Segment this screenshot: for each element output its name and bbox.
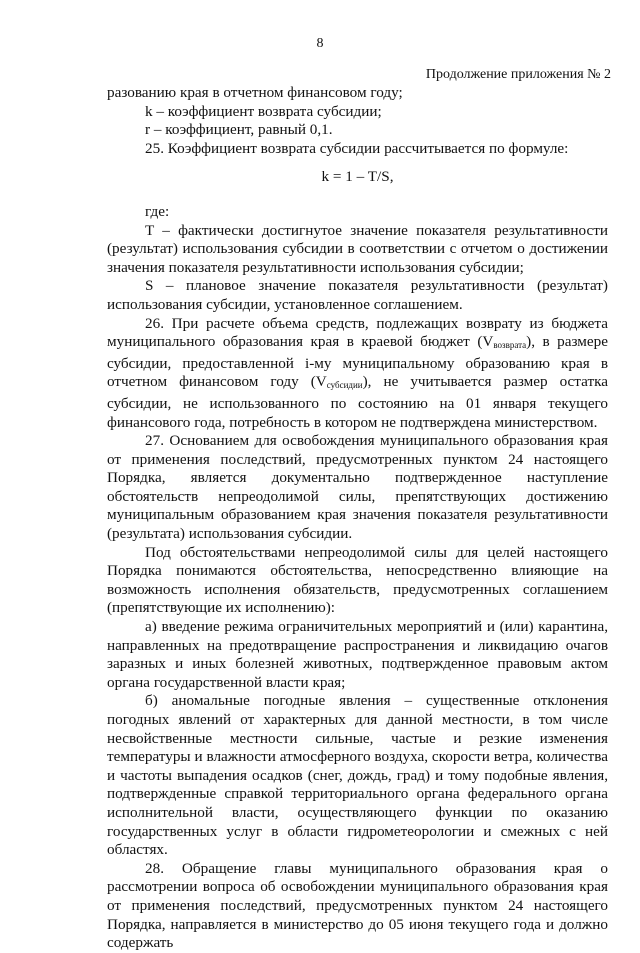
text-fragment: 26. При расчете объема средств, подлежащих возврату из бюджета муниципального образования края в краевой бюджет (V (107, 314, 608, 351)
paragraph: а) введение режима ограничительных мероприятий и (или) карантина, направленных на предотвращение распространения и ликвидацию очагов заразных и иных болезней животных, подтвержденное правовым актом органа государственной власти края; (107, 618, 608, 691)
paragraph: Под обстоятельствами непреодолимой силы для целей настоящего Порядка понимаются обстоятельства, непосредственно влияющие на возможность исполнения обязательств, предусмотренных соглашением (препятствующие их исполнению): (107, 543, 608, 617)
text-fragment: ), в размере субсидии, предоставленной i-му муниципальному образованию края в отчетном финансовом году (V (107, 333, 608, 391)
paragraph: б) аномальные погодные явления – существенные отклонения погодных явлений от характерных для данной местности, в том числе несвойственные местности сильные, частые и резкие изменения температуры и влажности атмосферного воздуха, скорости ветра, количества и частоты выпадения осадков (снег, дождь, град) и тому подобные явления, подтвержденные справкой территориального органа федерального органа исполнительной власти, осуществляющего функции по оказанию государственных услуг в области гидрометеорологии и смежных с ней областях. (107, 692, 608, 859)
formula: k = 1 – T/S, (321, 168, 394, 186)
document-body (107, 84, 608, 953)
paragraph: где: (145, 202, 170, 220)
subscript: субсидии (326, 380, 363, 391)
paragraph: T – фактически достигнутое значение показателя результативности (результат) использования субсидии в соответствии с отчетом о достижении значения показателя результативности использования субсидии; (107, 221, 608, 276)
page-number: 8 (316, 36, 324, 51)
paragraph: k – коэффициент возврата субсидии; (145, 102, 382, 120)
paragraph (107, 315, 608, 433)
paragraph: 27. Основанием для освобождения муниципального образования края от применения последствий, предусмотренных пунктом 24 настоящего Порядка, является документально подтвержденное наступление обстоятельств непреодолимой силы, препятствующих достижению муниципальным образованием края значения показателя результативности (результата) использования субсидии. (107, 432, 608, 543)
paragraph: S – плановое значение показателя результативности (результат) использования субсидии, установленное соглашением. (107, 277, 608, 313)
text-fragment: ), не учитывается размер остатка субсидии, не использованного по состоянию на 01 января текущего финансового года, потребность в котором не подтверждена министерством. (107, 373, 608, 431)
paragraph: 28. Обращение главы муниципального образования края о рассмотрении вопроса об освобождении муниципального образования края от применения последствий, предусмотренных пунктом 24 настоящего Порядка, направляется в министерство до 05 июня текущего года и должно содержать (107, 859, 608, 952)
appendix-continuation-label: Продолжение приложения № 2 (425, 67, 611, 82)
paragraph: 25. Коэффициент возврата субсидии рассчитывается по формуле: (145, 139, 569, 157)
paragraph: r – коэффициент, равный 0,1. (145, 121, 333, 139)
paragraph: разованию края в отчетном финансовом году; (107, 84, 403, 101)
subscript: возврата (493, 340, 527, 351)
